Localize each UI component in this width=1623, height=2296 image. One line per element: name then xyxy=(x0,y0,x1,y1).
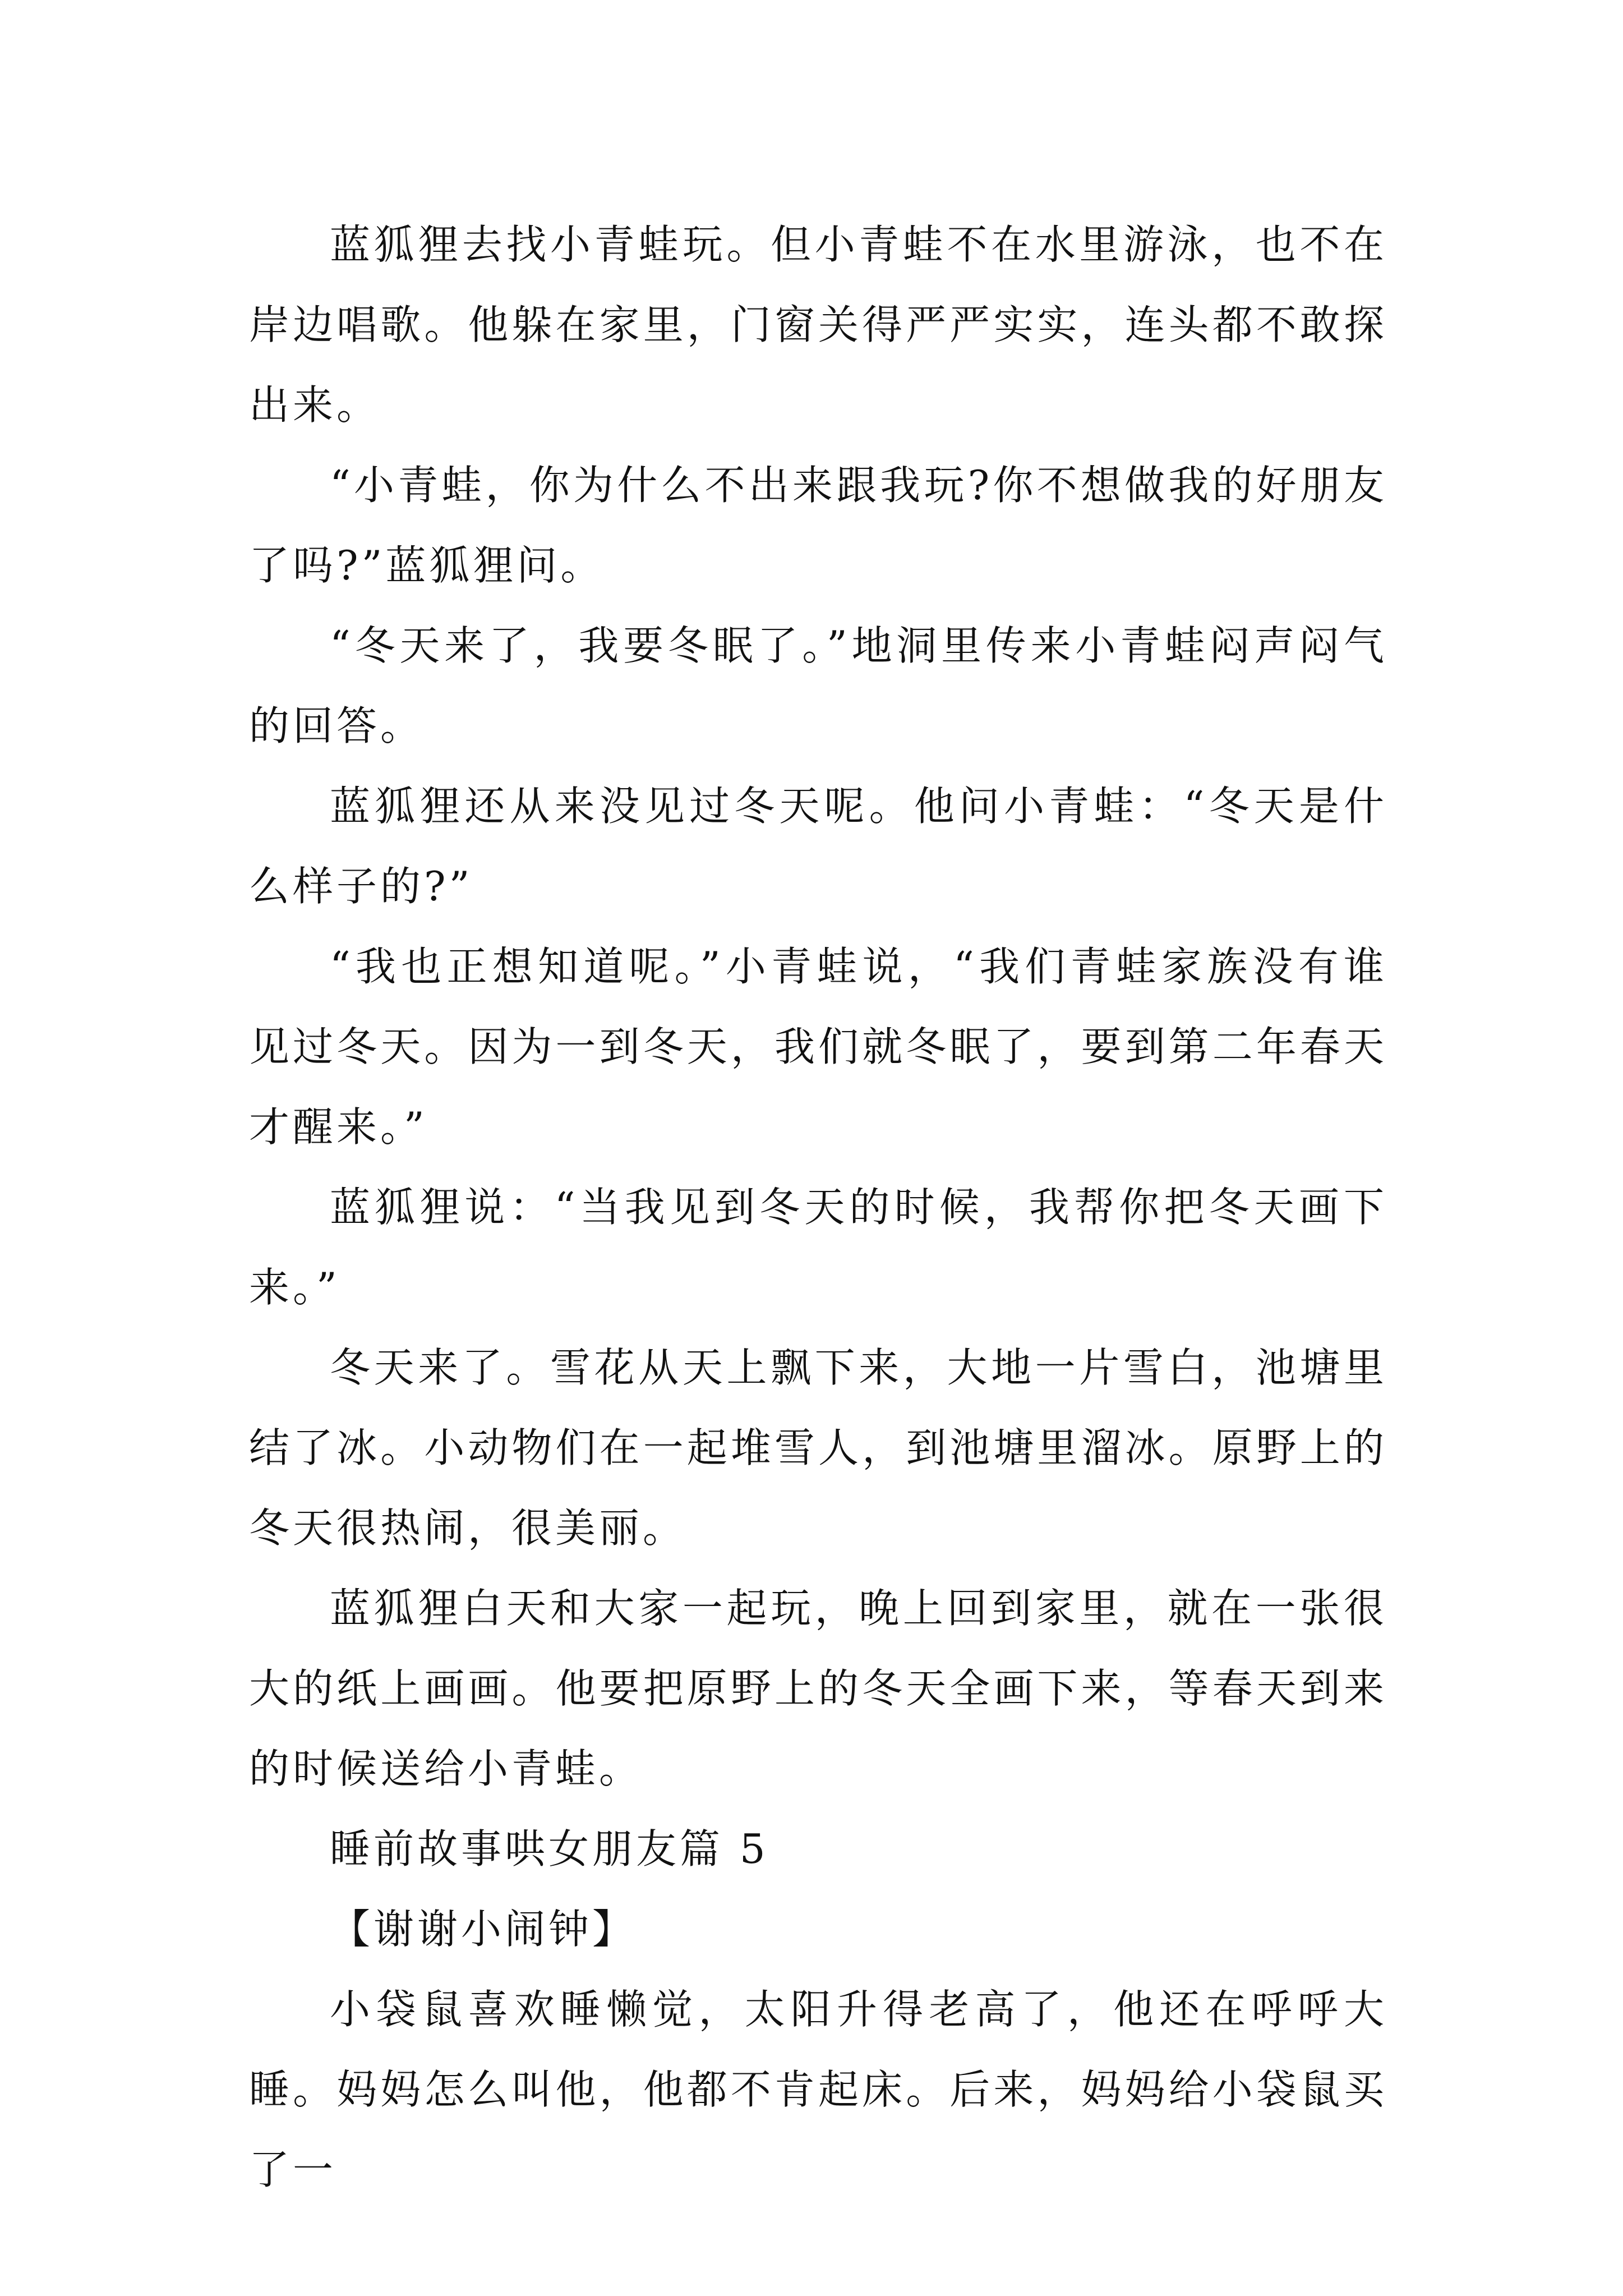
section-title: 睡前故事哄女朋友篇 5 xyxy=(330,1825,769,1872)
story-title: 【谢谢小闹钟】 xyxy=(330,1906,637,1953)
paragraph-7: 冬天来了。雪花从天上飘下来，大地一片雪白，池塘里结了冰。小动物们在一起堆雪人，到池塘里溜冰。原野上的冬天很热闹，很美丽。 xyxy=(249,1344,1387,1552)
paragraph-5: “我也正想知道呢。”小青蛙说，“我们青蛙家族没有谁见过冬天。因为一到冬天，我们就冬眠了，要到第二年春天才醒来。” xyxy=(249,943,1387,1151)
paragraph-2: “小青蛙，你为什么不出来跟我玩?你不想做我的好朋友了吗?”蓝狐狸问。 xyxy=(249,462,1387,589)
paragraph-8: 蓝狐狸白天和大家一起玩，晚上回到家里，就在一张很大的纸上画画。他要把原野上的冬天全画下来，等春天到来的时候送给小青蛙。 xyxy=(249,1585,1387,1792)
document-body xyxy=(249,205,1387,2210)
paragraph-1: 蓝狐狸去找小青蛙玩。但小青蛙不在水里游泳，也不在岸边唱歌。他躲在家里，门窗关得严严实实，连头都不敢探出来。 xyxy=(249,221,1387,429)
paragraph-6: 蓝狐狸说：“当我见到冬天的时候，我帮你把冬天画下来。” xyxy=(249,1184,1387,1311)
paragraph-9: 小袋鼠喜欢睡懒觉，太阳升得老高了，他还在呼呼大睡。妈妈怎么叫他，他都不肯起床。后来，妈妈给小袋鼠买了一 xyxy=(249,1986,1387,2193)
paragraph-3: “冬天来了，我要冬眠了。”地洞里传来小青蛙闷声闷气的回答。 xyxy=(249,622,1387,749)
paragraph-4: 蓝狐狸还从来没见过冬天呢。他问小青蛙：“冬天是什么样子的?” xyxy=(249,783,1387,910)
